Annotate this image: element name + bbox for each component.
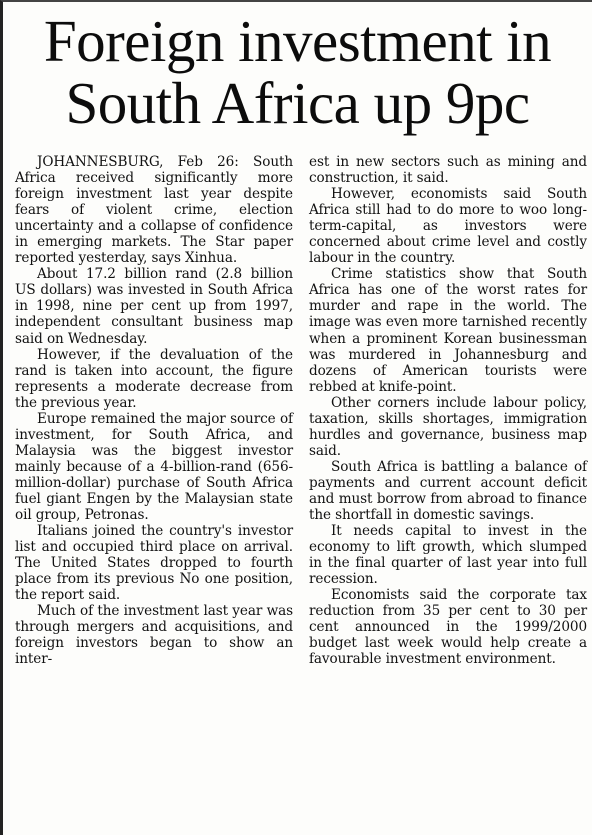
paragraph: Much of the investment last year was through mergers and acquisitions, and foreign investors began to show an inter- xyxy=(15,603,293,668)
article-column-left xyxy=(15,154,293,668)
headline-line-2: South Africa up 9pc xyxy=(65,70,530,136)
paragraph: However, if the devaluation of the rand is taken into account, the figure represents a moderate decrease from the previous year. xyxy=(15,346,293,411)
paragraph-continuation: est in new sectors such as mining and construction, it said. xyxy=(309,154,587,187)
paragraph: However, economists said South Africa still had to do more to woo long-term-capital, as investors were concerned about crime level and costly labour in the country. xyxy=(309,186,587,267)
paragraph: Crime statistics show that South Africa has one of the worst rates for murder and rape in the world. The image was even more tarnished recently when a prominent Korean businessman was murdered in Johannesburg and dozens of American tourists were rebbed at knife-point. xyxy=(309,266,587,395)
paragraph: JOHANNESBURG, Feb 26: South Africa received significantly more foreign investment last year despite fears of violent crime, election uncertainty and a collapse of confidence in emerging markets. The Star paper reported yesterday, says Xinhua. xyxy=(15,154,293,267)
article-column-right xyxy=(309,154,587,668)
paragraph: About 17.2 billion rand (2.8 billion US dollars) was invested in South Africa in 1998, nine per cent up from 1997, independent consultant business map said on Wednesday. xyxy=(15,266,293,347)
paragraph: South Africa is battling a balance of payments and current account deficit and must borrow from abroad to finance the shortfall in domestic savings. xyxy=(309,458,587,524)
paragraph: Other corners include labour policy, taxation, skills shortages, immigration hurdles and governance, business map said. xyxy=(309,394,587,459)
paragraph: Economists said the corporate tax reduction from 35 per cent to 30 per cent announced in the 1999/2000 budget last week would help create a favourable investment environment. xyxy=(309,587,587,668)
article-body xyxy=(15,154,587,668)
paragraph: Italians joined the country's investor list and occupied third place on arrival. The United States dropped to fourth place from its previous No one position, the report said. xyxy=(15,523,293,604)
paragraph: Europe remained the major source of investment, for South Africa, and Malaysia was the biggest investor mainly because of a 4-billion-rand (656-million-dollar) purchase of South Africa fuel giant Engen by the Malaysian state oil group, Petronas. xyxy=(15,410,293,524)
paragraph: It needs capital to invest in the economy to lift growth, which slumped in the final quarter of last year into full recession. xyxy=(309,523,587,588)
headline xyxy=(3,2,592,134)
headline-line-1: Foreign investment in xyxy=(43,8,552,74)
